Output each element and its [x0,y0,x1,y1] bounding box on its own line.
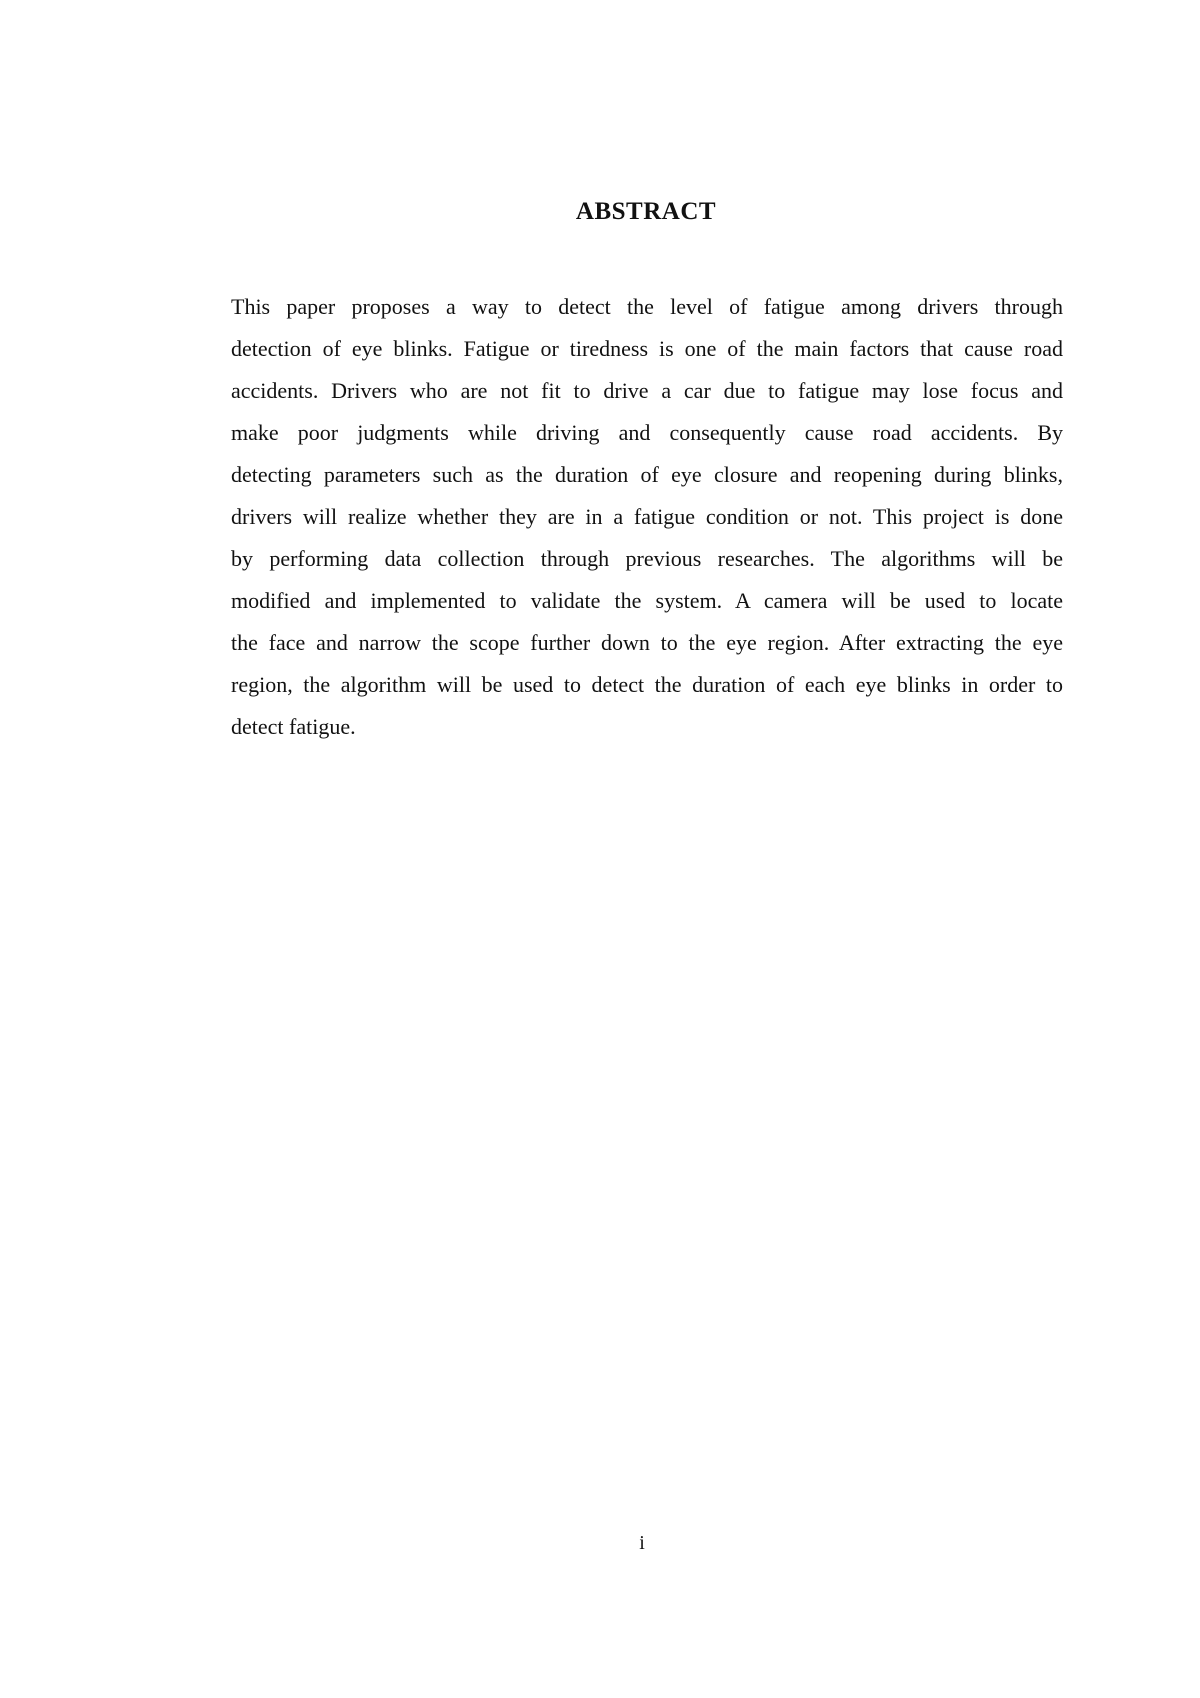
paragraph-line: by performing data collection through previous researches. The algorithms will be [231,546,1063,571]
paragraph-line: drivers will realize whether they are in a fatigue condition or not. This project is done [231,504,1063,529]
paragraph-line: region, the algorithm will be used to detect the duration of each eye blinks in order to [231,672,1063,697]
abstract-paragraph [231,286,1063,748]
paragraph-line: make poor judgments while driving and consequently cause road accidents. By [231,420,1063,445]
abstract-heading: ABSTRACT [575,198,717,225]
paragraph-line: detect fatigue. [231,714,356,739]
paragraph-line: the face and narrow the scope further down to the eye region. After extracting the eye [231,630,1063,655]
paragraph-line: detection of eye blinks. Fatigue or tiredness is one of the main factors that cause road [231,336,1063,361]
page-number: i [639,1532,645,1554]
paragraph-line: This paper proposes a way to detect the level of fatigue among drivers through [231,294,1063,319]
paragraph-line: detecting parameters such as the duration of eye closure and reopening during blinks, [231,462,1063,487]
paragraph-line: modified and implemented to validate the system. A camera will be used to locate [231,588,1063,613]
paragraph-line: accidents. Drivers who are not fit to drive a car due to fatigue may lose focus and [231,378,1063,403]
